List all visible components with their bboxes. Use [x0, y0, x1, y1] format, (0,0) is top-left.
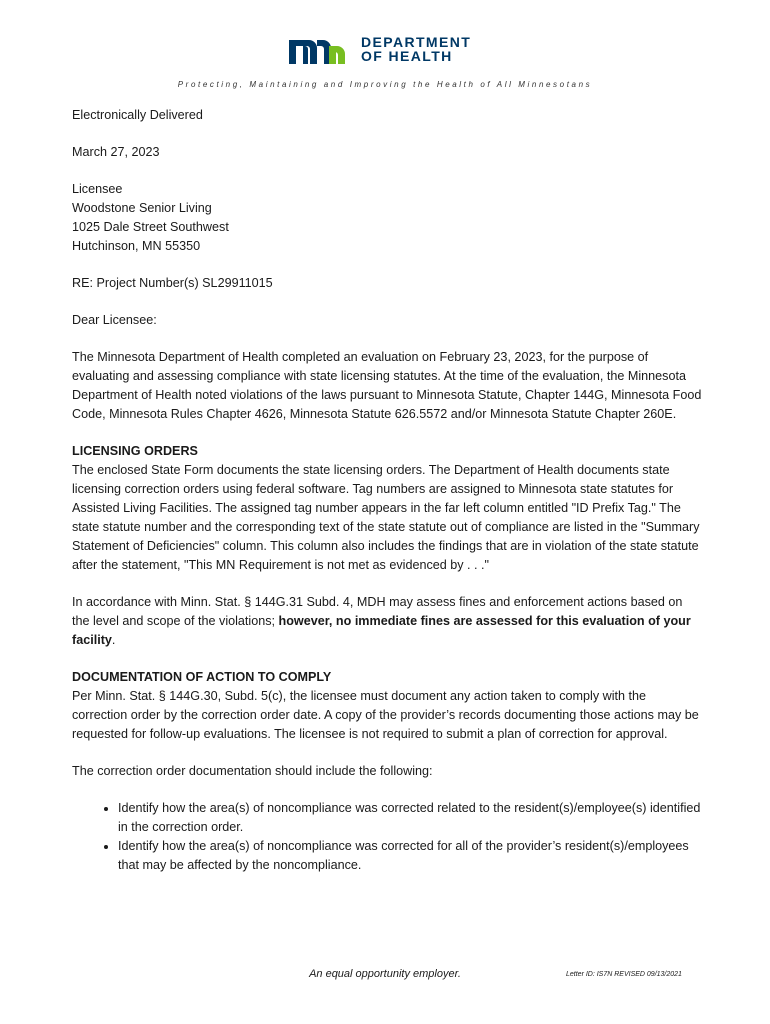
- salutation: Dear Licensee:: [72, 313, 157, 327]
- mdh-logo: [289, 34, 471, 64]
- fines-end: .: [111, 633, 116, 647]
- address-line: 1025 Dale Street Southwest: [72, 220, 229, 234]
- logo-line-2: OF HEALTH: [361, 48, 453, 64]
- letter-body: [72, 106, 702, 875]
- logo-wordmark: [361, 35, 471, 63]
- recipient-address: [72, 180, 702, 256]
- letter-date: March 27, 2023: [72, 145, 160, 159]
- fines-bold-text: however, no immediate fines are assessed for this evaluation of your facility: [72, 614, 691, 647]
- address-line: Licensee: [72, 182, 123, 196]
- licensing-orders-paragraph: The enclosed State Form documents the state licensing orders. The Department of Health documents state licensing correction orders using federal software. Tag numbers are assigned to Minnesota state statutes for Assisted Living Facilities. The assigned tag number appears in the far left column entitled "ID Prefix Tag." The state statute number and the corresponding text of the state statute out of compliance are listed in the "Summary Statement of Deficiencies" column. This column also includes the findings that are in violation of the state statute after the statement, "This MN Requirement is not met as evidenced by . . .": [72, 463, 700, 572]
- delivery-method: Electronically Delivered: [72, 108, 203, 122]
- licensing-orders-heading: LICENSING ORDERS: [72, 444, 198, 458]
- mn-logo-icon: [289, 34, 353, 64]
- address-line: Hutchinson, MN 55350: [72, 239, 201, 253]
- documentation-list: [72, 799, 702, 875]
- footer-letter-id: Letter ID: IS7N REVISED 09/13/2021: [566, 971, 682, 978]
- address-line: Woodstone Senior Living: [72, 201, 212, 215]
- intro-paragraph: The Minnesota Department of Health completed an evaluation on February 23, 2023, for the purpose of evaluating and assessing compliance with state licensing statutes. At the time of the evaluation, the Minnesota Department of Health noted violations of the laws pursuant to Minnesota Statute, Chapter 144G, Minnesota Food Code, Minnesota Rules Chapter 4626, Minnesota Statute 626.5572 and/or Minnesota Statute Chapter 260E.: [72, 350, 702, 421]
- fines-text: In accordance with Minn. Stat. § 144G.31 Subd. 4, MDH may assess fines and enforcement actions based on the level and scope of the violations;: [72, 595, 683, 628]
- documentation-heading: DOCUMENTATION OF ACTION TO COMPLY: [72, 670, 332, 684]
- logo-line-1: DEPARTMENT: [361, 34, 472, 50]
- re-line: RE: Project Number(s) SL29911015: [72, 276, 273, 290]
- footer-eeo: An equal opportunity employer.: [309, 968, 461, 980]
- list-item: • Identify how the area(s) of noncompliance was corrected for all of the provider’s resident(s)/employees that may be affected by the noncompliance.: [118, 837, 702, 875]
- documentation-paragraph: Per Minn. Stat. § 144G.30, Subd. 5(c), the licensee must document any action taken to comply with the correction order by the correction order date. A copy of the provider’s records documenting those actions may be requested for follow-up evaluations. The licensee is not required to submit a plan of correction for approval.: [72, 689, 699, 741]
- fines-paragraph: [72, 593, 702, 650]
- tagline: Protecting, Maintaining and Improving the Health of All Minnesotans: [177, 80, 593, 89]
- documentation-intro: The correction order documentation should include the following:: [72, 764, 433, 778]
- list-item: • Identify how the area(s) of noncompliance was corrected related to the resident(s)/employee(s) identified in the correction order.: [118, 799, 702, 837]
